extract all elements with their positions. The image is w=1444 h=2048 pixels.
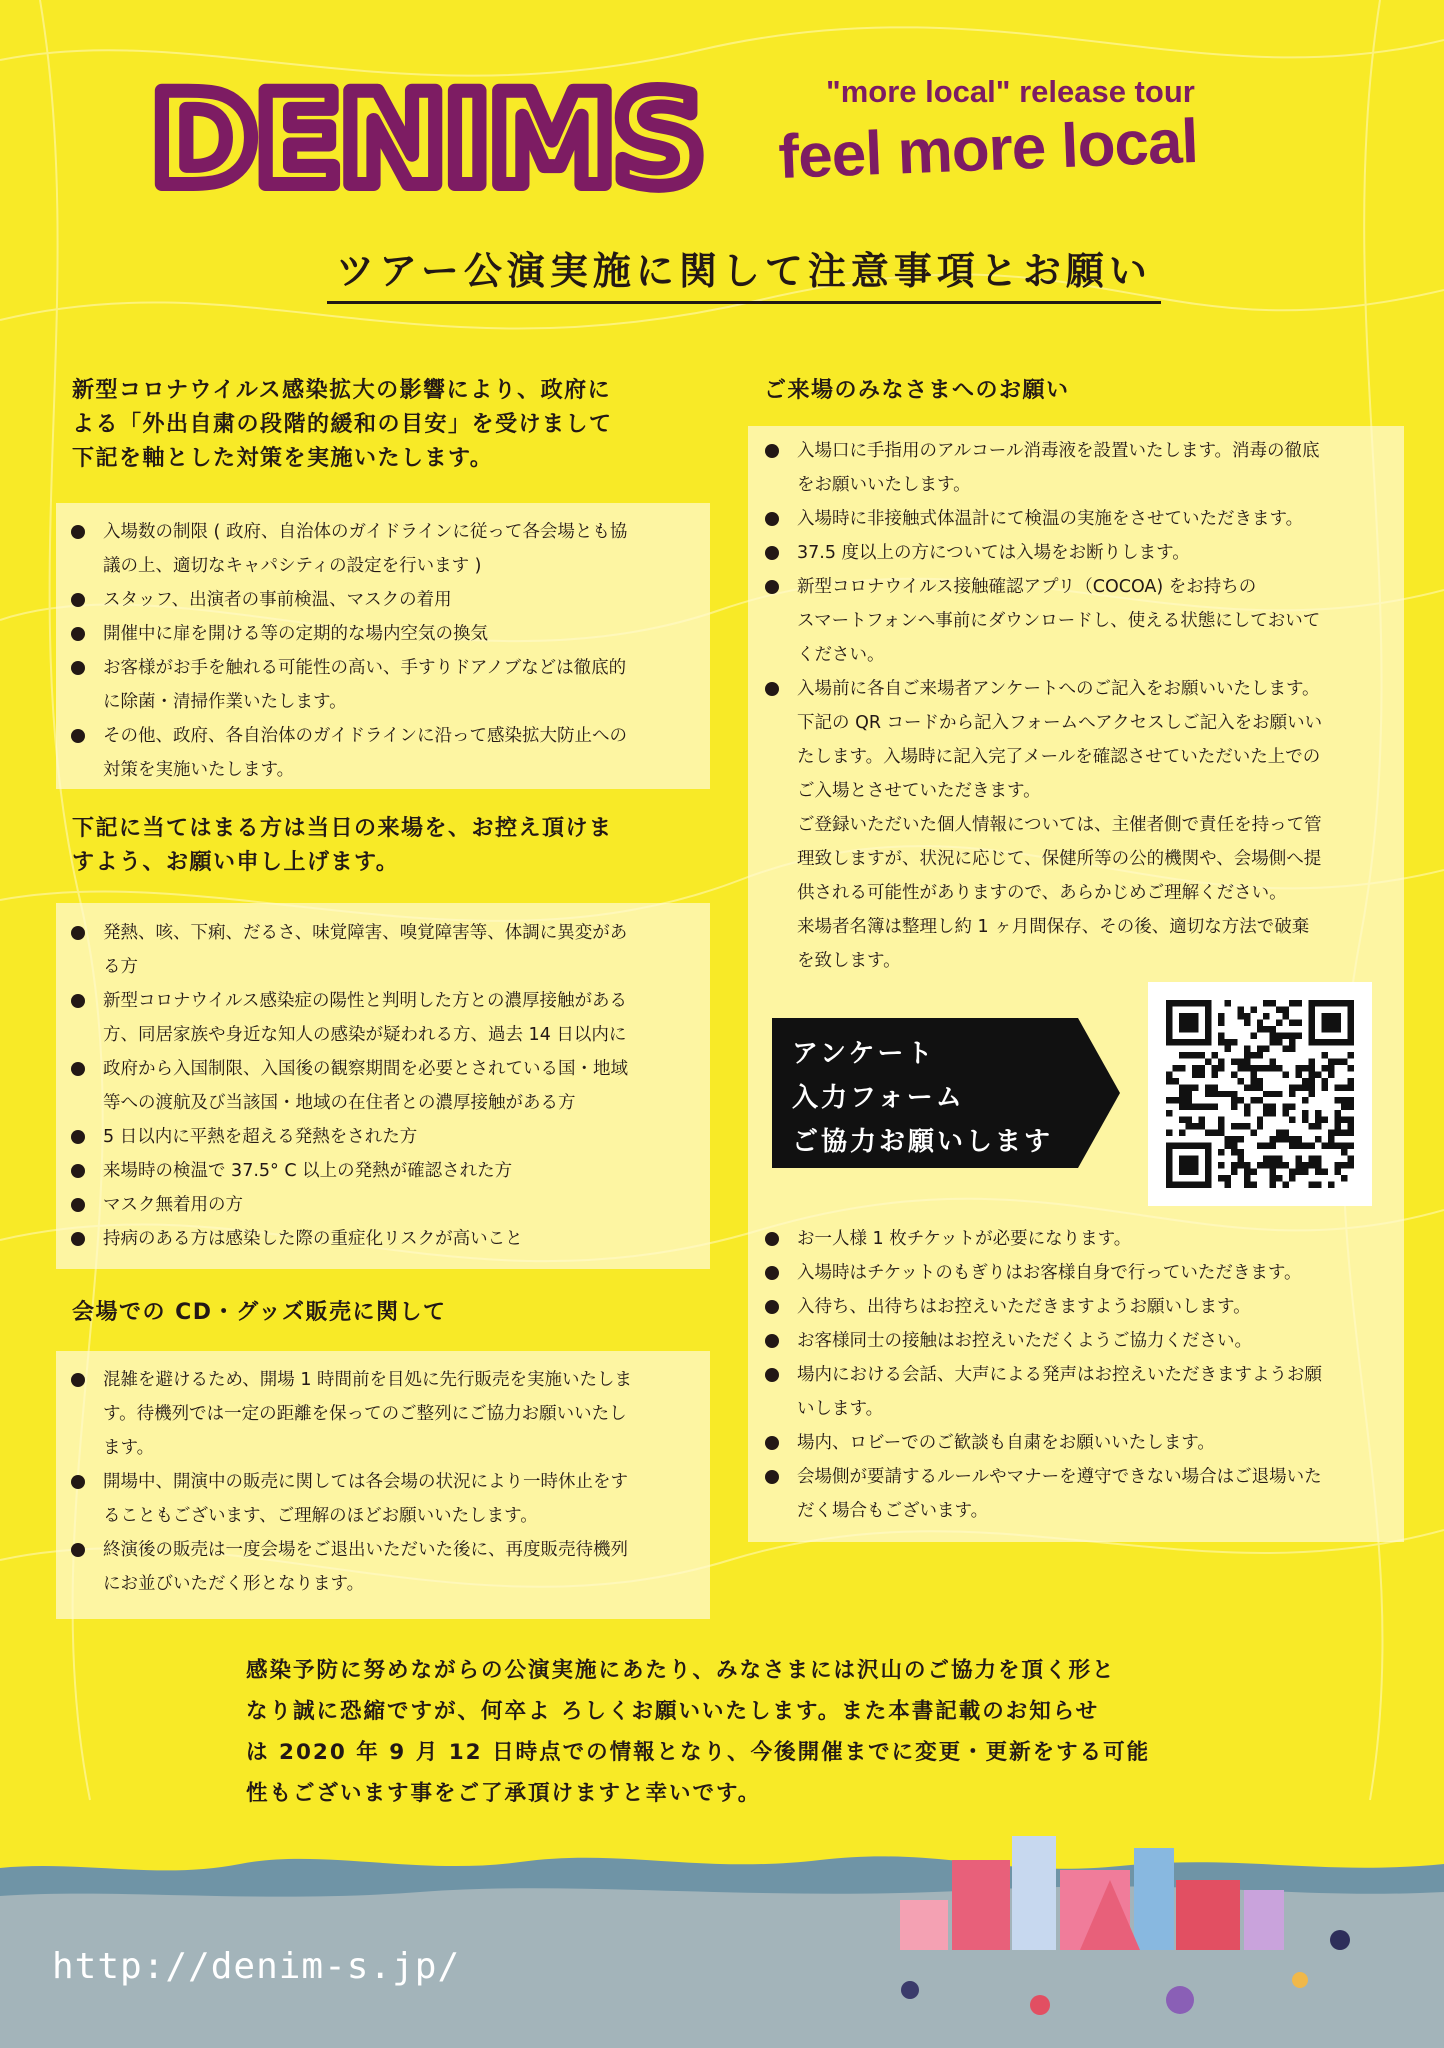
section3-heading: 会場での CD・グッズ販売に関して bbox=[72, 1300, 447, 1325]
closing-message: 感染予防に努めながらの公演実施にあたり、みなさまには沢山のご協力を頂く形と なり誠に恐縮ですが、何卒よ ろしくお願いいたします。また本書記載のお知らせ は 2020 年 9 月 12 日時点での情報となり、今後開催までに変更・更新をする可能 性もございます事をご了承頂けますと幸いです。 bbox=[246, 1658, 1151, 1806]
list-item: 新型コロナウイルス感染症の陽性と判明した方との濃厚接触がある 方、同居家族や身近な知人の感染が疑われる方、過去 14 日以内に bbox=[70, 984, 710, 1052]
list-item: お一人様 1 枚チケットが必要になります。 bbox=[764, 1222, 1394, 1256]
list-item: 持病のある方は感染した際の重症化リスクが高いこと bbox=[70, 1222, 710, 1256]
section2-panel bbox=[56, 903, 710, 1269]
qr-code-icon bbox=[1166, 1000, 1354, 1188]
section1-heading: 新型コロナウイルス感染拡大の影響により、政府に よる「外出自粛の段階的緩和の目安」を受けまして 下記を軸とした対策を実施いたします。 bbox=[72, 378, 613, 471]
section3-panel bbox=[56, 1351, 710, 1619]
list-item: 政府から入国制限、入国後の観察期間を必要とされている国・地域 等への渡航及び当該国・地域の在住者との濃厚接触がある方 bbox=[70, 1052, 710, 1120]
tour-title: feel more local bbox=[777, 106, 1199, 193]
list-item: 会場側が要請するルールやマナーを遵守できない場合はご退場いた だく場合もございます。 bbox=[764, 1460, 1394, 1528]
list-item: 入待ち、出待ちはお控えいただきますようお願いします。 bbox=[764, 1290, 1394, 1324]
list-item: 入場時に非接触式体温計にて検温の実施をさせていただきます。 bbox=[764, 502, 1404, 536]
survey-banner-text: アンケート 入力フォーム ご協力お願いします bbox=[792, 1039, 1054, 1157]
section1-list bbox=[70, 515, 710, 787]
section2-list bbox=[70, 916, 710, 1256]
section2-heading: 下記に当てはまる方は当日の来場を、お控え頂けま すよう、お願い申し上げます。 bbox=[72, 816, 613, 875]
list-item: マスク無着用の方 bbox=[70, 1188, 710, 1222]
denims-logo bbox=[150, 74, 710, 204]
svg-text:DENIMS: DENIMS bbox=[150, 74, 702, 204]
visitor-requests-heading: ご来場のみなさまへのお願い bbox=[764, 378, 1070, 403]
list-item: スタッフ、出演者の事前検温、マスクの着用 bbox=[70, 583, 710, 617]
list-item: 来場時の検温で 37.5° C 以上の発熱が確認された方 bbox=[70, 1154, 710, 1188]
list-item: 開催中に扉を開ける等の定期的な場内空気の換気 bbox=[70, 617, 710, 651]
list-item: 場内における会話、大声による発声はお控えいただきますようお願 いします。 bbox=[764, 1358, 1394, 1426]
list-item: 入場口に手指用のアルコール消毒液を設置いたします。消毒の徹底 をお願いいたします。 bbox=[764, 434, 1404, 502]
list-item: お客様がお手を触れる可能性の高い、手すりドアノブなどは徹底的 に除菌・清掃作業いたします。 bbox=[70, 651, 710, 719]
list-item: 37.5 度以上の方については入場をお断りします。 bbox=[764, 536, 1404, 570]
website-url-link[interactable]: http://denim-s.jp/ bbox=[52, 1946, 461, 1987]
list-item: 終演後の販売は一度会場をご退出いただいた後に、再度販売待機列 にお並びいただく形となります。 bbox=[70, 1533, 710, 1601]
privacy-note: ご登録いただいた個人情報については、主催者側で責任を持って管 理致しますが、状況に応じて、保健所等の公的機関や、会場側へ提 供される可能性がありますので、あらかじめご理解ください。 来場者名簿は整理し約 1 ヶ月間保存、その後、適切な方法で破棄 を致します。 bbox=[797, 815, 1322, 971]
list-item: 混雑を避けるため、開場 1 時間前を目処に先行販売を実施いたしま す。待機列では一定の距離を保ってのご整列にご協力お願いいたし ます。 bbox=[70, 1363, 710, 1465]
survey-qr-code[interactable] bbox=[1148, 982, 1372, 1206]
list-item: お客様同士の接触はお控えいただくようご協力ください。 bbox=[764, 1324, 1394, 1358]
list-item: 5 日以内に平熱を超える発熱をされた方 bbox=[70, 1120, 710, 1154]
list-item: 発熱、咳、下痢、だるさ、味覚障害、嗅覚障害等、体調に異変があ る方 bbox=[70, 916, 710, 984]
list-item: その他、政府、各自治体のガイドラインに沿って感染拡大防止への 対策を実施いたします。 bbox=[70, 719, 710, 787]
list-item: 入場時はチケットのもぎりはお客様自身で行っていただきます。 bbox=[764, 1256, 1394, 1290]
list-item: 入場前に各自ご来場者アンケートへのご記入をお願いいたします。 下記の QR コードから記入フォームへアクセスしご記入をお願いい たします。入場時に記入完了メールを確認させていただいた上での ご入場とさせていただきます。 bbox=[764, 672, 1404, 808]
section3-list bbox=[70, 1363, 710, 1601]
list-item: 入場数の制限 ( 政府、自治体のガイドラインに従って各会場とも協 議の上、適切なキャパシティの設定を行います ) bbox=[70, 515, 710, 583]
page-title: ツアー公演実施に関して注意事項とお願い bbox=[327, 245, 1161, 304]
visitor-requests-list bbox=[764, 434, 1404, 808]
tour-subtitle: "more local" release tour bbox=[826, 74, 1195, 109]
section1-panel bbox=[56, 503, 710, 789]
bottom-illustration bbox=[0, 1830, 1444, 2048]
list-item: 新型コロナウイルス接触確認アプリ（COCOA) をお持ちの スマートフォンへ事前にダウンロードし、使える状態にしておいて ください。 bbox=[764, 570, 1404, 672]
list-item: 開場中、開演中の販売に関しては各会場の状況により一時休止をす ることもございます、ご理解のほどお願いいたします。 bbox=[70, 1465, 710, 1533]
list-item: 場内、ロビーでのご歓談も自粛をお願いいたします。 bbox=[764, 1426, 1394, 1460]
visitor-rules-list bbox=[764, 1222, 1394, 1528]
